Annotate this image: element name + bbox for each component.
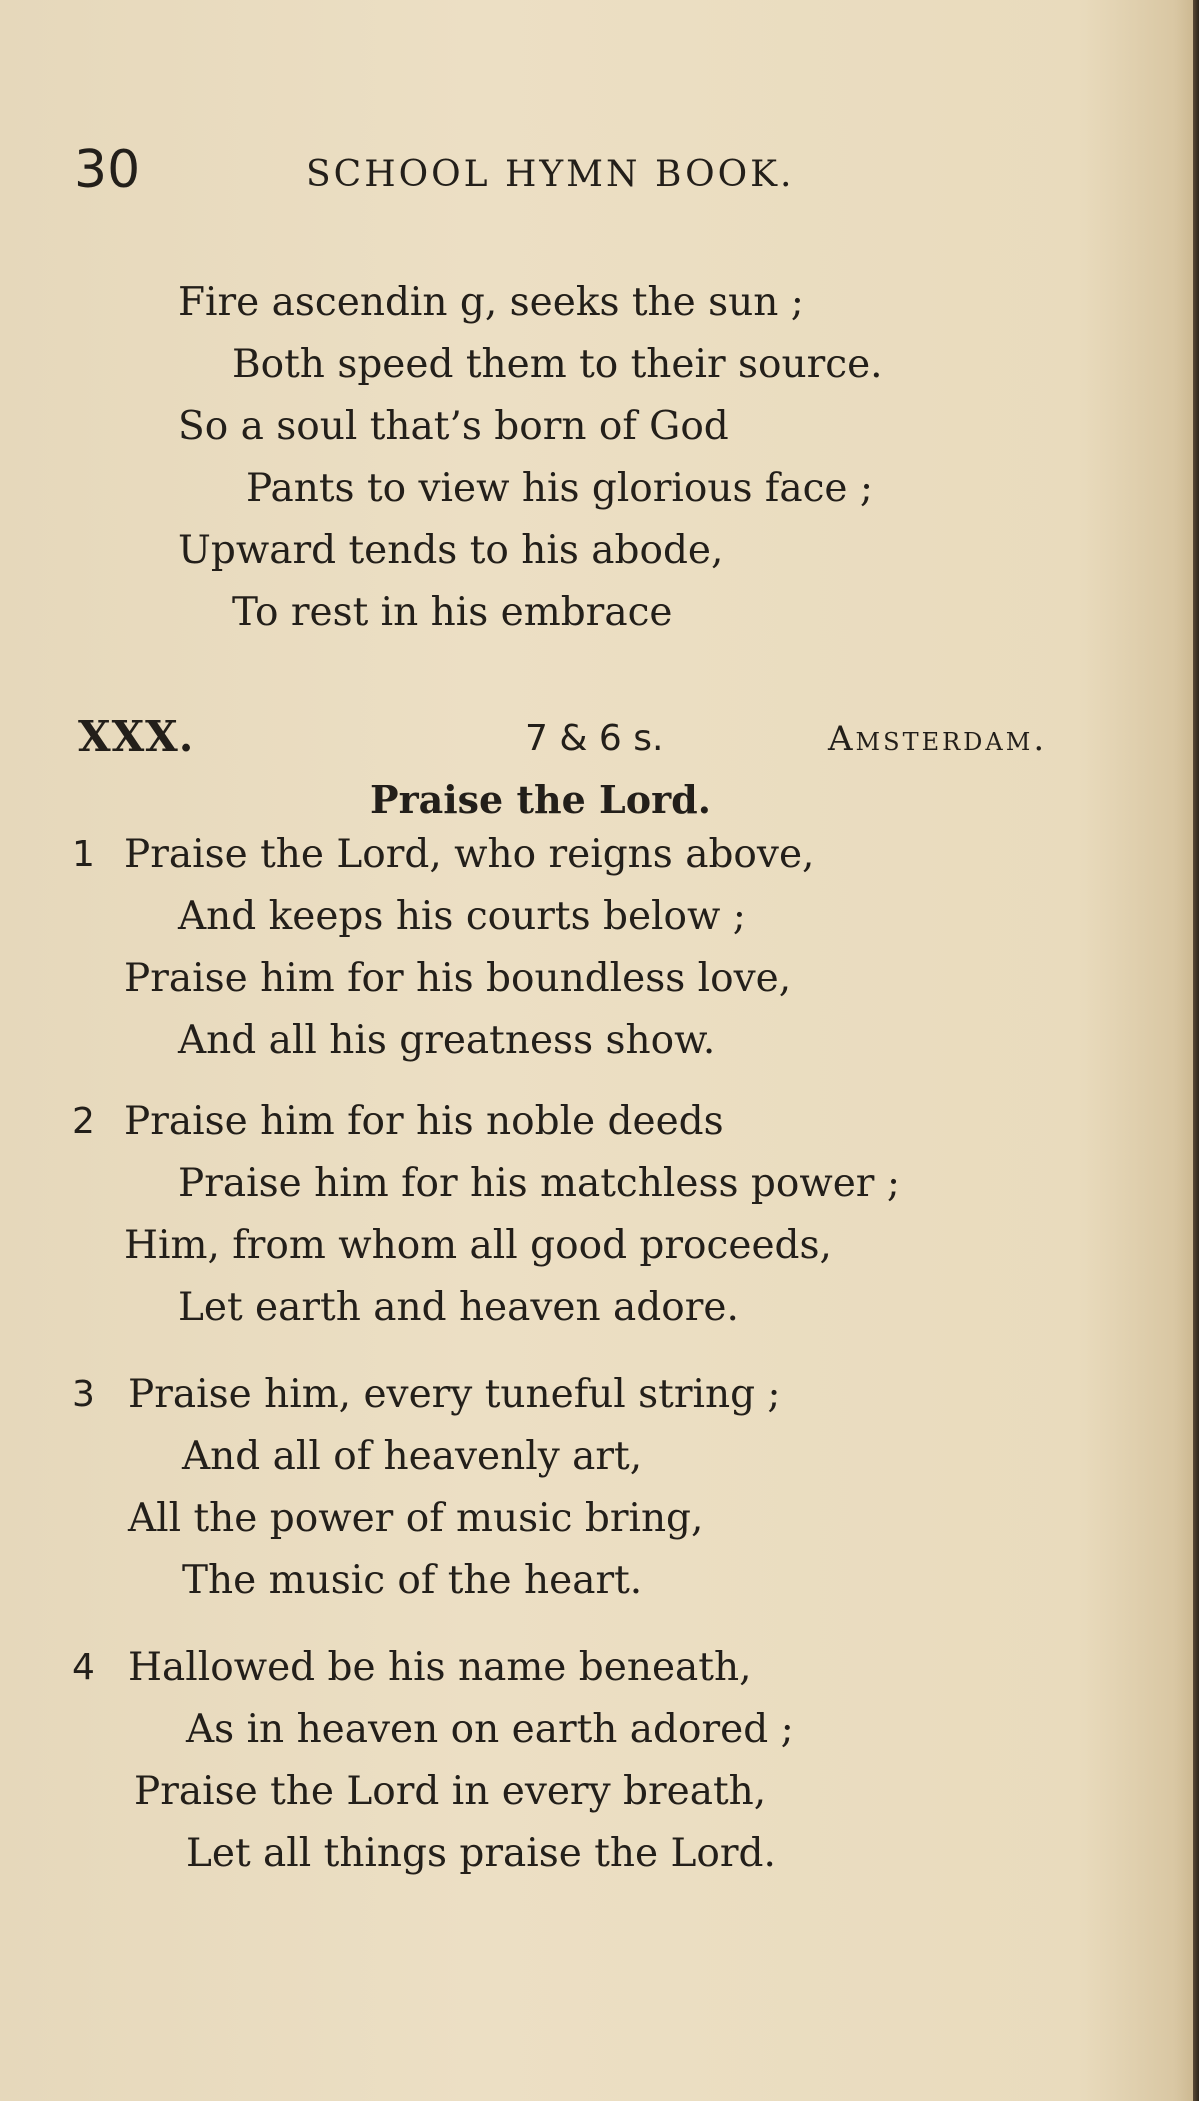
verse-number: 1 [72, 834, 95, 875]
verse-line: Fire ascendin g, seeks the sun ; [178, 280, 804, 325]
verse-line: Praise the Lord in every breath, [134, 1769, 767, 1814]
verse-line: Hallowed be his name beneath, [128, 1645, 752, 1690]
verse-line: Praise him for his matchless power ; [178, 1161, 900, 1206]
verse-line: And all of heavenly art, [182, 1434, 643, 1479]
verse-line: To rest in his embrace [232, 590, 673, 635]
page-header [74, 140, 1074, 210]
verse-line: Let all things praise the Lord. [186, 1831, 776, 1876]
verse-number: 2 [72, 1101, 95, 1142]
verse-line: Both speed them to their source. [232, 342, 883, 387]
verse-line: Him, from whom all good proceeds, [124, 1223, 832, 1268]
page-edge [1193, 0, 1199, 2101]
running-title: SCHOOL HYMN BOOK. [306, 154, 795, 195]
hymn-tune: Amsterdam. [828, 719, 1048, 759]
verse-line: The music of the heart. [182, 1558, 643, 1603]
hymn-title: Praise the Lord. [370, 777, 711, 822]
page-number: 30 [74, 140, 141, 200]
verse-line: Pants to view his glorious face ; [246, 466, 874, 511]
verse-line: All the power of music bring, [128, 1496, 704, 1541]
verse-line: Praise him for his noble deeds [124, 1099, 724, 1144]
verse-line: Upward tends to his abode, [178, 528, 724, 573]
verse-number: 3 [72, 1374, 95, 1415]
hymn-meter: 7 & 6 s. [525, 718, 664, 759]
verse-line: Praise the Lord, who reigns above, [124, 832, 815, 877]
verse-line: As in heaven on earth adored ; [186, 1707, 794, 1752]
verse-line: Praise him for his boundless love, [124, 956, 792, 1001]
verse-line: And all his greatness show. [178, 1018, 716, 1063]
verse-line: So a soul that’s born of God [178, 404, 729, 449]
verse-line: Let earth and heaven adore. [178, 1285, 739, 1330]
verse-line: And keeps his courts below ; [178, 894, 746, 939]
verse-number: 4 [72, 1647, 95, 1688]
verse-line: Praise him, every tuneful string ; [128, 1372, 781, 1417]
hymn-number: XXX. [78, 712, 195, 761]
